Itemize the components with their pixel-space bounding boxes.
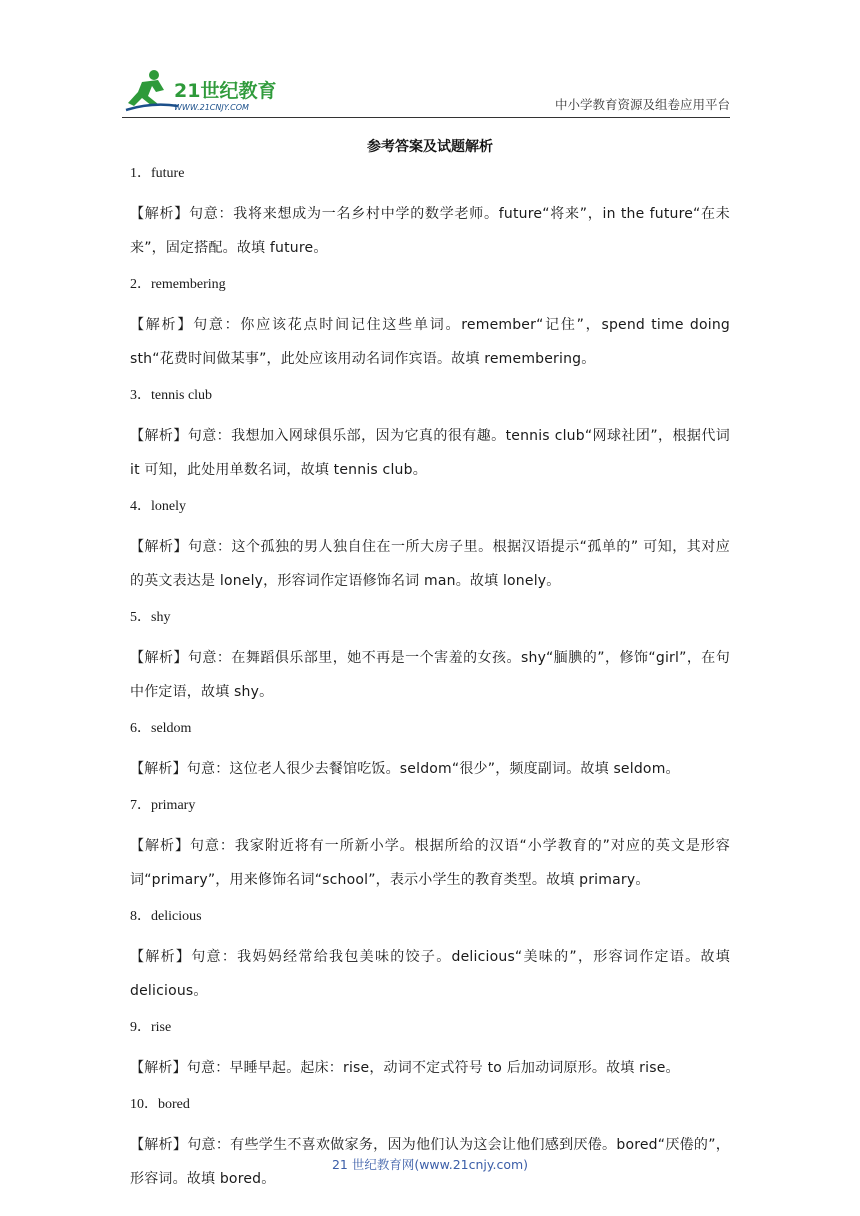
explanation-text: 【解析】句意：我将来想成为一名乡村中学的数学老师。future“将来”，in the future“在未来”，固定搭配。故填 future。 xyxy=(130,206,730,256)
answer-text: 8．delicious xyxy=(130,909,202,924)
list-item xyxy=(130,386,730,497)
answer-text: 1．future xyxy=(130,166,185,181)
explanation-text: 【解析】句意：你应该花点时间记住这些单词。remember“记住”，spend time doing sth“花费时间做某事”，此处应该用动名词作宾语。故填 remembering。 xyxy=(130,317,730,367)
list-item xyxy=(130,1018,730,1095)
answer-text: 4．lonely xyxy=(130,499,186,514)
platform-name: 中小学教育资源及组卷应用平台 xyxy=(554,97,730,112)
svg-text:WWW.21CNJY.COM: WWW.21CNJY.COM xyxy=(174,103,249,112)
answer-list xyxy=(130,164,730,1206)
list-item xyxy=(130,164,730,275)
header-divider xyxy=(122,117,730,118)
explanation-text: 【解析】句意：我家附近将有一所新小学。根据所给的汉语“小学教育的”对应的英文是形容词“primary”，用来修饰名词“school”，表示小学生的教育类型。故填 primary。 xyxy=(130,838,730,888)
answer-text: 7．primary xyxy=(130,798,196,813)
page-title: 参考答案及试题解析 xyxy=(367,139,493,155)
list-item xyxy=(130,907,730,1018)
page-header xyxy=(0,0,860,120)
explanation-text: 【解析】句意：这个孤独的男人独自住在一所大房子里。根据汉语提示“孤单的” 可知，其对应的英文表达是 lonely，形容词作定语修饰名词 man。故填 lonely。 xyxy=(130,539,730,589)
explanation-text: 【解析】句意：我妈妈经常给我包美味的饺子。delicious“美味的”，形容词作定语。故填 delicious。 xyxy=(130,949,730,999)
explanation-text: 【解析】句意：在舞蹈俱乐部里，她不再是一个害羞的女孩。shy“腼腆的”，修饰“girl”，在句中作定语，故填 shy。 xyxy=(130,650,730,700)
answer-text: 5．shy xyxy=(130,610,171,625)
explanation-text: 【解析】句意：有些学生不喜欢做家务，因为他们认为这会让他们感到厌倦。bored“厌倦的”，形容词。故填 bored。 xyxy=(130,1137,730,1187)
explanation-text: 【解析】句意：我想加入网球俱乐部，因为它真的很有趣。tennis club“网球社团”，根据代词 it 可知，此处用单数名词，故填 tennis club。 xyxy=(130,428,730,478)
list-item xyxy=(130,275,730,386)
logo-icon xyxy=(122,66,292,116)
list-item xyxy=(130,497,730,608)
answer-text: 6．seldom xyxy=(130,721,192,736)
list-item xyxy=(130,1095,730,1206)
answer-text: 2．remembering xyxy=(130,277,226,292)
explanation-text: 【解析】句意：这位老人很少去餐馆吃饭。seldom“很少”，频度副词。故填 seldom。 xyxy=(130,761,680,777)
list-item xyxy=(130,719,730,796)
explanation-text: 【解析】句意：早睡早起。起床：rise，动词不定式符号 to 后加动词原形。故填 rise。 xyxy=(130,1060,680,1076)
answer-text: 9．rise xyxy=(130,1020,172,1035)
answer-text: 10．bored xyxy=(130,1097,190,1112)
svg-text:21世纪教育: 21世纪教育 xyxy=(174,80,277,102)
page-footer[interactable]: 21 世纪教育网(www.21cnjy.com) xyxy=(331,1157,529,1172)
list-item xyxy=(130,796,730,907)
answer-text: 3．tennis club xyxy=(130,388,213,403)
list-item xyxy=(130,608,730,719)
